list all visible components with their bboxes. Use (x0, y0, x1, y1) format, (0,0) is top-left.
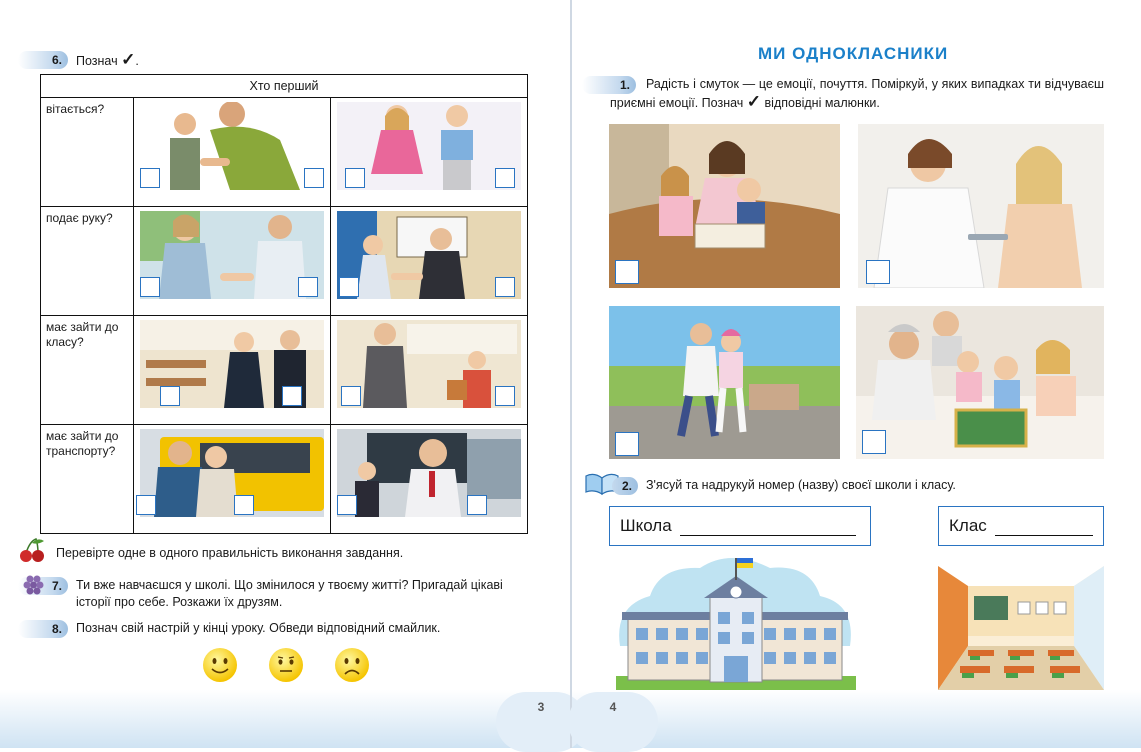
happy-smiley-icon[interactable] (202, 647, 238, 683)
photo-cell (331, 425, 528, 534)
task-2-text: З'ясуй та надрукуй номер (назву) своєї школи і класу. (646, 478, 956, 492)
school-field[interactable] (609, 506, 871, 546)
checkbox[interactable] (160, 386, 180, 406)
checkbox[interactable] (495, 277, 515, 297)
school-input-line[interactable] (680, 517, 856, 536)
photo-cell (331, 207, 528, 316)
task-6-instruction (76, 51, 139, 70)
page-number-right (568, 692, 658, 752)
task-1-text (610, 76, 1104, 112)
checkbox[interactable] (495, 386, 515, 406)
table-row (41, 207, 528, 316)
table-header: Хто перший (41, 75, 528, 98)
task-7-number: 7. (51, 579, 62, 593)
task-6-badge (18, 51, 68, 69)
page-number-left-text: 3 (537, 700, 545, 714)
checkbox[interactable] (140, 277, 160, 297)
checkbox[interactable] (615, 260, 639, 284)
checkbox[interactable] (862, 430, 886, 454)
task-2-number: 2. (621, 479, 632, 493)
checkbox[interactable] (339, 277, 359, 297)
school-building-illustration (610, 556, 862, 690)
task-1-text-part1: Радість і смуток — це емоції, почуття. Поміркуй, у яких випадках ти відчуваєш приємні емоції. Познач (610, 77, 1104, 110)
bus-man-woman-photo (140, 429, 324, 517)
task-2-badge (612, 477, 638, 495)
question-cell: має зайти до транспорту? (41, 425, 134, 534)
photo-cell (331, 98, 528, 207)
table-row (41, 425, 528, 534)
cherries-icon (16, 537, 48, 563)
classroom-illustration (938, 566, 1104, 690)
photo-cell (134, 207, 331, 316)
classroom-teacher-girl-photo (337, 320, 521, 408)
photo-cell (331, 316, 528, 425)
peer-check-text: Перевірте одне в одного правильність виконання завдання. (56, 546, 404, 560)
left-page (0, 0, 570, 748)
class-label: Клас (949, 516, 987, 535)
checkbox[interactable] (136, 495, 156, 515)
checkbox[interactable] (467, 495, 487, 515)
handshake-teacher-girl-photo (337, 211, 521, 299)
checkbox[interactable] (282, 386, 302, 406)
table-row (41, 98, 528, 207)
rollerblading-photo (609, 306, 840, 459)
task-6-number: 6. (51, 53, 62, 67)
check-mark-icon: ✓ (746, 92, 762, 111)
handshake-woman-man-photo (140, 211, 324, 299)
photo-cell (134, 316, 331, 425)
class-input-line[interactable] (995, 517, 1093, 536)
bus-elder-girl-photo (337, 429, 521, 517)
school-label: Школа (620, 516, 672, 535)
task-7-text: Ти вже навчаєшся у школі. Що змінилося у твоєму житті? Пригадай цікаві історії про себе. Розкажи їх друзям. (76, 578, 503, 609)
checkbox[interactable] (337, 495, 357, 515)
question-cell: подає руку? (41, 207, 134, 316)
table-row (41, 316, 528, 425)
checkbox[interactable] (234, 495, 254, 515)
task-8-badge (18, 620, 68, 638)
greeting-man-boy-photo (140, 102, 324, 190)
checkbox[interactable] (495, 168, 515, 188)
task-8-text: Познач свій настрій у кінці уроку. Обведи відповідний смайлик. (76, 621, 441, 635)
question-cell: вітається? (41, 98, 134, 207)
family-board-game-photo (856, 306, 1104, 459)
question-cell: має зайти до класу? (41, 316, 134, 425)
task-8-number: 8. (51, 622, 62, 636)
checkbox[interactable] (345, 168, 365, 188)
photo-cell (134, 98, 331, 207)
who-first-table (40, 74, 528, 534)
checkbox[interactable] (341, 386, 361, 406)
family-reading-photo (609, 124, 840, 288)
page-number-right-text: 4 (609, 700, 617, 714)
task-6-period: . (135, 54, 139, 68)
checkbox[interactable] (304, 168, 324, 188)
checkbox[interactable] (140, 168, 160, 188)
checkbox[interactable] (866, 260, 890, 284)
check-mark-icon: ✓ (121, 50, 136, 69)
sad-smiley-icon[interactable] (334, 647, 370, 683)
class-field[interactable] (938, 506, 1104, 546)
task-6-text: Познач (76, 54, 118, 68)
checkbox[interactable] (615, 432, 639, 456)
neutral-smiley-icon[interactable] (268, 647, 304, 683)
task-1-number: 1. (619, 78, 630, 92)
page-title: МИ ОДНОКЛАСНИКИ (758, 44, 949, 63)
grapes-icon (22, 571, 46, 597)
task-1-text-part2: відповідні малюнки. (764, 96, 880, 110)
doctor-vaccination-photo (858, 124, 1104, 288)
checkbox[interactable] (298, 277, 318, 297)
right-page (572, 0, 1141, 748)
photo-cell (134, 425, 331, 534)
